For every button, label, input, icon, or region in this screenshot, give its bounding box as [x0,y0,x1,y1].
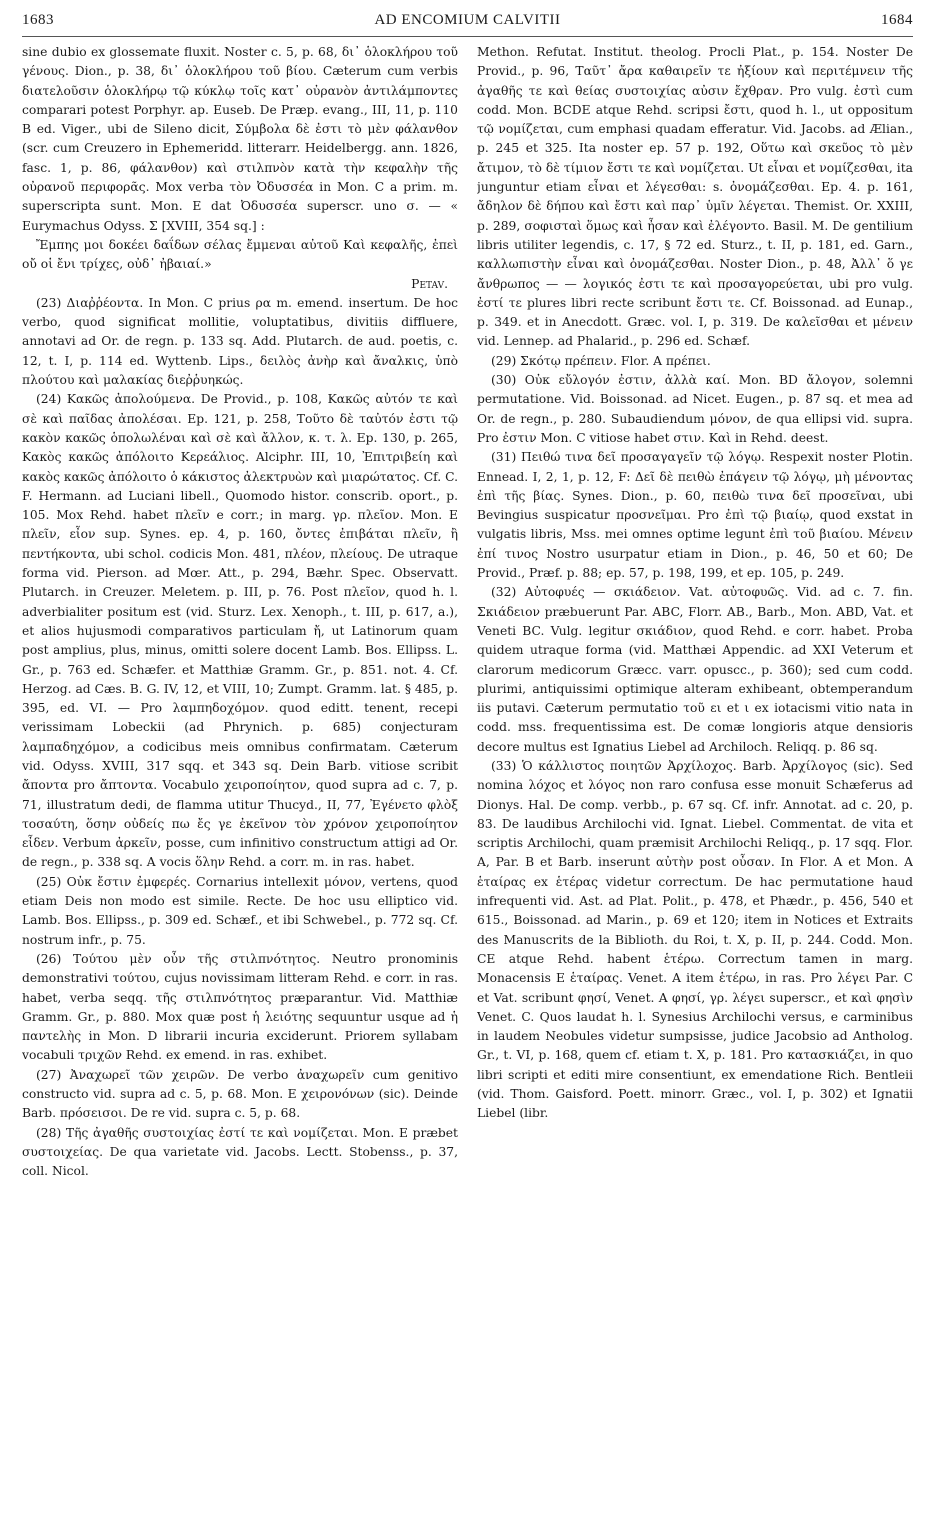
note-29: (29) Σκότῳ πρέπειν. Flor. A πρέπει. [491,353,711,368]
running-header [22,6,913,37]
right-column [477,43,913,1533]
note-24: (24) Κακῶς ἀπολούμενα. De Provid., p. 108, Κακῶς αὐτόν τε καὶ σὲ καὶ παῖδας ἀπολέσαι. Ep. 121, p. 258, Τοῦτο δὲ ταὐτόν ἐστι τῷ κακὸν κακῶς ὁπολωλέναι καὶ σὲ καὶ ἄλλον, κ. τ. λ. Ep. 130, p. 265, Κακὸς κακῶς ἀπόλοιτο Κερεάλιος. Alciphr. III, 10, Ἐπιτριβείη καὶ κακὸς κακῶς ἀπόλοιτο ὁ κάκιστος ἀλεκτρυὼν καὶ μιαρώτατος. Cf. C. F. Hermann. ad Luciani libell., Quomodo histor. conscrib. oport., p. 105. Mox Rehd. habet πλεῖν e corr.; in marg. γρ. πλεῖον. Mon. E πλεῖν, εἶον sup. Synes. ep. 4, p. 160, ὄντες ἐπιβάται πλεῖν, ἢ πεντήκοντα, ubi schol. codicis Mon. 481, πλέον, πλείους. De utraque forma vid. Pierson. ad Mœr. Att., p. 294, Bæhr. Spec. Observatt. Plutarch. in Creuzer. Meletem. p. III, p. 76. Post πλεῖον, quod h. l. adverbialiter positum est (vid. Sturz. Lex. Xenoph., t. III, p. 617, a.), et alios hujusmodi comparativos particulam ἤ, ut Latinorum quam post amplius, plus, minus, omitti solere docent Lamb. Bos. Ellipss. L. Gr., p. 763 ed. Schæfer. et Matthiæ Gramm. Gr., p. 851. not. 4. Cf. Herzog. ad Cæs. B. G. IV, 12, et VIII, 10; Zumpt. Gramm. lat. § 485, p. 395, ed. VI. — Pro λαμπηδοχόμον. quod editt. tenent, recepi verissimam Lobeckii (ad Phrynich. p. 685) conjecturam λαμπαδηχόμον, a codicibus meis omnibus confirmatam. Cæterum vid. Odyss. XVIII, 317 sqq. et 343 sq. Dein Barb. vitiose scribit ἄποντα pro ἄπτοντα. Vocabulo χειροποίητον, quod supra ad c. 7, p. 71, illustratum dedi, de flamma utitur Thucyd., II, 77, Ἐγένετο φλὸξ τοσαύτη, ὅσην οὐδείς πω ἔς γε ἐκεῖνον τὸν χρόνον χειροποίητον εἶδεν. Verbum ἀρκεῖν, posse, cum infinitivo constructum attigi ad Or. de regn., p. 338 sq. A vocis ὅλην Rehd. a corr. m. in ras. habet. [22,392,458,870]
note-25: (25) Οὐκ ἔστιν ἐμφερές. Cornarius intellexit μόνον, vertens, quod etiam Deis non modo est simile. Recte. De hoc usu elliptico vid. Lamb. Bos. Ellipss., p. 309 ed. Schæf., et ibi Schwebel., p. 772 sq. Cf. nostrum infr., p. 75. [22,874,458,947]
note-27: (27) Ἀναχωρεῖ τῶν χειρῶν. De verbo ἀναχωρεῖν cum genitivo constructo vid. supra ad c. 5, p. 68. Mon. E χειρονόνων (sic). Deinde Barb. πρόσεισοι. De re vid. supra c. 5, p. 68. [22,1067,458,1121]
left-column [22,43,458,1533]
note-31: (31) Πειθώ τινα δεῖ προσαγαγεῖν τῷ λόγῳ. Respexit noster Plotin. Ennead. I, 2, 1, p. 12, F: Δεῖ δὲ πειθὼ ἐπάγειν τῷ λόγῳ, μὴ μένοντας ἐπὶ τῆς βίας. Synes. Dion., p. 60, πειθὼ τινα δεῖ προσεῖναι, ubi Bevingius suspicatur προσνεῖμαι. Pro ἐπὶ τῷ βιαίῳ, quod exstat in vulgatis libris, Mss. mei omnes optime legunt ἐπὶ τοῦ βιαίου. Μένειν ἐπί τινος Nostro usurpatur etiam in Dion., p. 46, 50 et 60; De Provid., Præf. p. 88; ep. 57, p. 198, 199, et ep. 105, p. 249. [477,450,913,581]
note-32: (32) Αὐτοφυές — σκιάδειον. Vat. αὐτοφυῶς. Vid. ad c. 7. fin. Σκιάδειον præbuerunt Par. ABC, Florr. AB., Barb., Mon. ABD, Vat. et Veneti BC. Vulg. legitur σκιάδιον, quod Rehd. e corr. habet. Proba quidem utraque forma (vid. Matthæi Appendic. ad XXI Veterum et clarorum medicorum Græcc. varr. opuscc., p. 360); sed cum codd. plurimi, antiquissimi optimique alteram exhibeant, obtemperandum iis putavi. Cæterum permutatio τοῦ ει et ι ex iotacismi vitio nata in codd. mss. frequentissima est. De comæ longioris atque densioris decore multus est Ignatius Liebel ad Archiloch. Reliqq. p. 86 sq. [477,585,913,754]
note-33: (33) Ὁ κάλλιστος ποιητῶν Ἀρχίλοχος. Barb. Ἀρχίλογος (sic). Sed nomina λόχος et λόγος non raro confusa esse monuit Schæferus ad Dionys. Hal. De comp. verbb., p. 67 sq. Cf. infr. Annotat. ad c. 20, p. 83. De laudibus Archilochi vid. Ignat. Liebel. Commentat. de vita et scriptis Archilochi, quam præmisit Archilochi Reliqq., p. 17 sqq. Flor. A, Par. B et Barb. inserunt αὐτὴν post οὖσαν. In Flor. A et Mon. A ἑταίρας ex ἑτέρας videtur correctum. De hac permutatione haud infrequenti vid. Ast. ad Plat. Polit., p. 478, et Phædr., p. 456, 540 et 615., Boissonad. ad Marin., p. 69 et 120; item in Notices et Extraits des Manuscrits de la Biblioth. du Roi, t. X, p. II, p. 244. Codd. Mon. CE atque Rehd. habent ἑτέρω. Correctum tamen in marg. Monacensis E ἑταίρας. Venet. A item ἑτέρω, in ras. Pro λέγει Par. C et Vat. scribunt φησί, Venet. A φησί, γρ. λέγει superscr., et καὶ φησὶν Venet. C. Quos laudat h. l. Synesius Archilochi versus, e carminibus in laudem Neobules videtur sumpsisse, judice Jacobsio ad Antholog. Gr., t. VI, p. 168, quem cf. etiam t. X, p. 181. Pro κατασκιάζει, in quo libri scripti et editi mire consentiunt, ex emendatione Rich. Bentleii (vid. Thom. Gaisford. Poett. minorr. Græc., vol. I, p. 302) et Ignatii Liebel (libr. [477,758,913,1121]
signature: Petav. [411,276,448,291]
right-page-number: 1684 [881,12,913,28]
running-title: AD ENCOMIUM CALVITII [374,12,561,28]
note-23: (23) Διαῤῥέοντα. In Mon. C prius ρα m. emend. insertum. De hoc verbo, quod significat mollitie, voluptatibus, divitiis diffluere, annotavi ad Or. de regn. p. 133 sq. Add. Plutarch. de aud. poetis, c. 12, t. I, p. 114 ed. Wyttenb. Lips., δειλὸς ἀνὴρ καὶ ἄναλκις, ὑπὸ πλούτου καὶ μαλακίας διεῤῥυηκώς. [22,295,458,388]
greek-quotation: Ἔμπης μοι δοκέει δαΐδων σέλας ἔμμεναι αὐτοῦ Καὶ κεφαλῆς, ἐπεὶ οὔ οἱ ἔνι τρίχες, οὐδ᾽ ἠβαιαί.» [22,237,458,272]
note-30: (30) Οὐκ εὔλογόν ἐστιν, ἀλλὰ καί. Mon. BD ἄλογον, solemni permutatione. Vid. Boissonad. ad Nicet. Eugen., p. 87 sq. et mea ad Or. de regn., p. 280. Subaudiendum μόνον, de qua ellipsi vid. supra. Pro ἐστιν Mon. C vitiose habet στιν. Καὶ in Rehd. deest. [477,373,913,445]
two-column-body [22,43,913,1533]
left-page-number: 1683 [22,12,54,28]
note-26: (26) Τούτου μὲν οὖν τῆς στιλπνότητος. Neutro pronominis demonstrativi τούτου, cujus novissimam litteram Rehd. e corr. in ras. habet, verba seqq. τῆς στιλπνότητος præparantur. Vid. Matthiæ Gramm. Gr., p. 880. Mox quæ post ἡ λειότης sequuntur usque ad ἡ παντελὴς in Mon. D librarii incuria exciderunt. Priorem syllabam vocabuli τριχῶν Rehd. ex emend. in ras. exhibet. [22,951,458,1063]
paragraph: Methon. Refutat. Institut. theolog. Procli Plat., p. 154. Noster De Provid., p. 96, Ταῦτ᾽ ἄρα καθαιρεῖν τε ἠξίουν καὶ περιτέμνειν τῆς ἀγαθῆς τε καὶ θείας συστοιχίας αὐσιν ἔχθραν. Pro vulg. ἐστὶ cum codd. Mon. BCDE atque Rehd. scripsi ἔστι, quod h. l., ut oppositum τῷ νομίζεται, cum emphasi quadam efferatur. Vid. Jacobs. ad Ælian., p. 245 et 325. Ita noster ep. 57 p. 192, Οὕτω καὶ σκεῦος τὸ μὲν ἄτιμον, τὸ δὲ τίμιον ἔστι τε καὶ νομίζεται. Ut εἶναι et νομίζεσθαι, ita junguntur etiam εἶναι et λέγεσθαι: s. ὀνομάζεσθαι. Ep. 4. p. 161, ἄδηλον δὲ δήπου καὶ ἔστι καὶ παρ᾽ ὑμῖν λέγεται. Themist. Or. XXIII, p. 289, σοφισταὶ ὅμως καὶ ἦσαν καὶ ἐλέγοντο. Basil. M. De gentilium libris utiliter legendis, c. 17, § 72 ed. Sturz., t. II, p. 181, ed. Garn., καλλωπιστὴν εἶναι καὶ ὀνομάζεσθαι. Noster Dion., p. 48, Ἀλλ᾽ ὅ γε ἄνθρωπος — — λογικός ἐστι τε καὶ προσαγορεύεται, ubi pro vulg. ἐστί τε plures libri recte scribunt ἔστι τε. Cf. Boissonad. ad Eunap., p. 349. et in Anecdott. Græc. vol. I, p. 319. De καλεῖσθαι et μένειν vid. Lennep. ad Phalarid., p. 296 ed. Schæf. [477,45,913,349]
note-28: (28) Τῆς ἀγαθῆς συστοιχίας ἐστί τε καὶ νομίζεται. Mon. E præbet συστοιχείας. De qua varietate vid. Jacobs. Lectt. Stobenss., p. 37, coll. Nicol. [22,1125,458,1179]
paragraph: sine dubio ex glossemate fluxit. Noster c. 5, p. 68, δι᾽ ὁλοκλήρου τοῦ γένους. Dion., p. 38, δι᾽ ὁλοκλήρου τοῦ βίου. Cæterum cum verbis διατελοῦσιν ὁλοκλήρῳ τῷ κύκλῳ τοῖς κατ᾽ οὐρανὸν ἀντιλάμποντες comparari potest Porphyr. ap. Euseb. De Præp. evang., III, 11, p. 110 B ed. Viger., ubi de Sileno dicit, Σύμβολα δὲ ἐστι τὸ μὲν φάλανθον (scr. cum Creuzero in Ephemeridd. litterarr. Heidelbergg. ann. 1826, fasc. 1, p. 86, φάλανθον) καὶ στιλπνὸν κατὰ τὴν κεφαλὴν τῆς οὐρανοῦ περιφορᾶς. Mox verba τὸν Ὀδυσσέα in Mon. C a prim. m. superscripta sunt. Mon. E dat Ὀδυσσέα superscr. uno σ. — « Eurymachus Odyss. Σ [XVIII, 354 sq.] : [22,45,458,233]
